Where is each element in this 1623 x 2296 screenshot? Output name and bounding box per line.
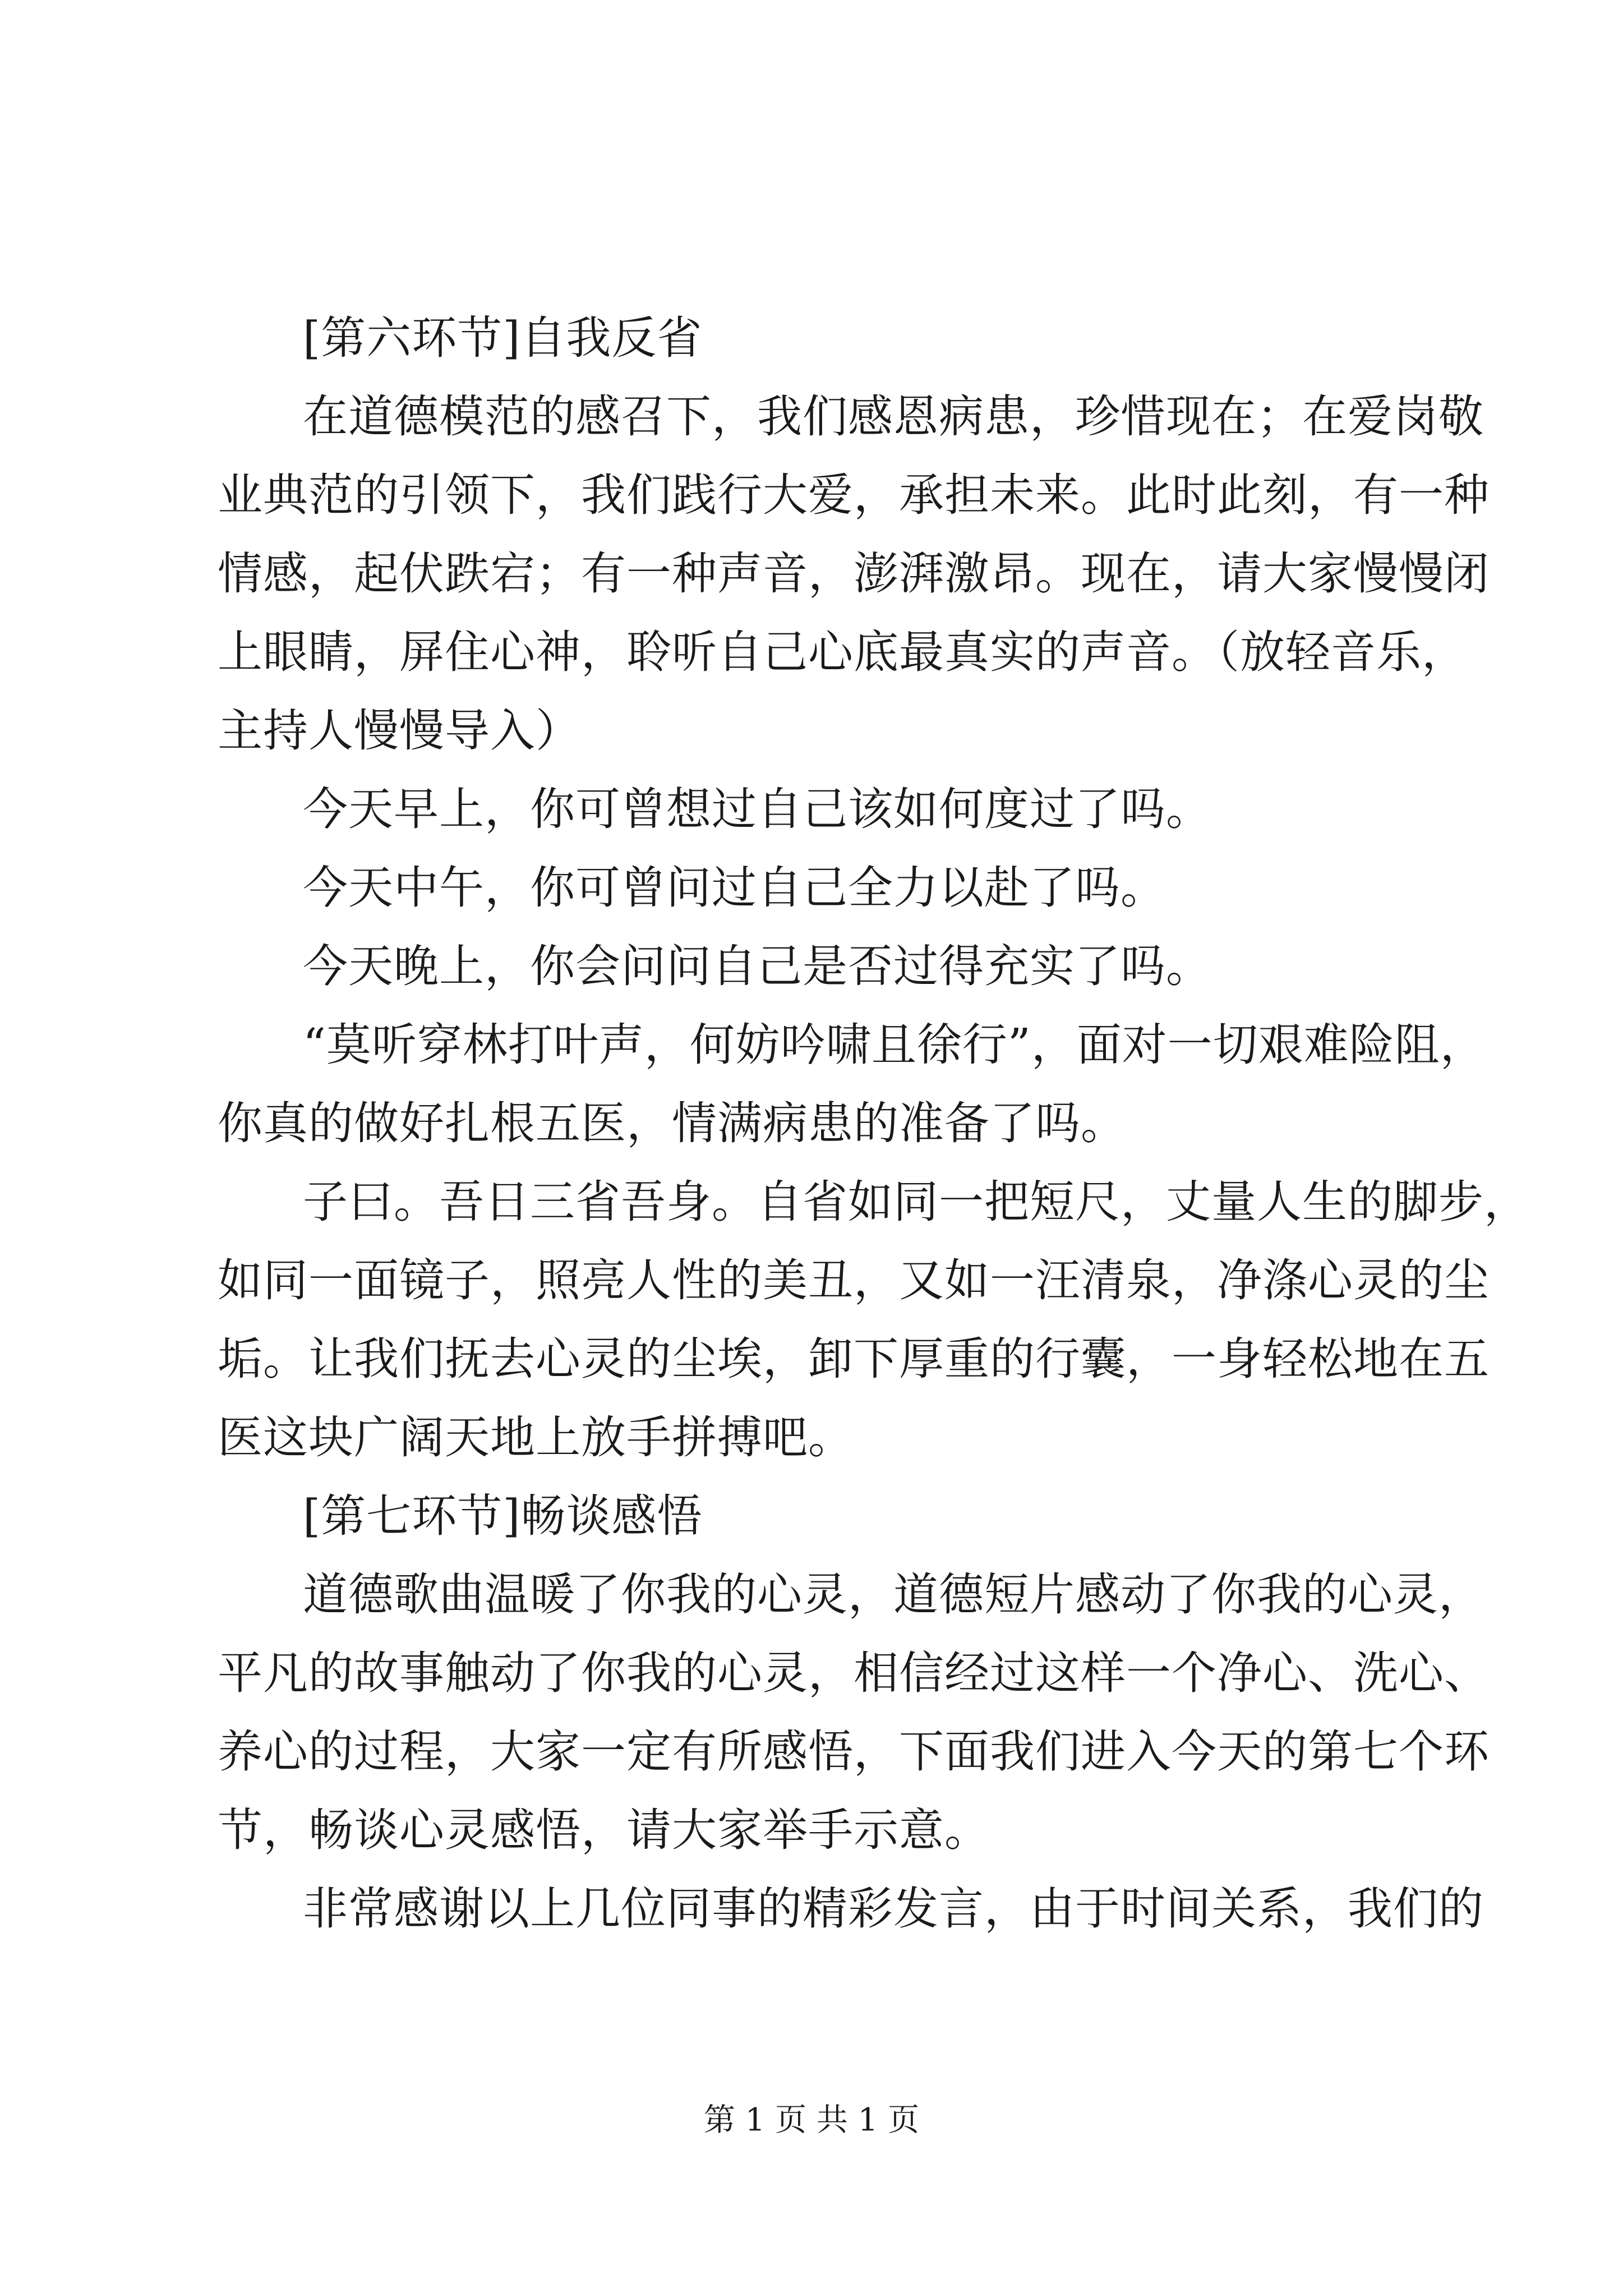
paragraph-line: “莫听穿林打叶声，何妨吟啸且徐行”，面对一切艰难险阻，	[303, 1019, 1486, 1071]
paragraph-line: 节，畅谈心灵感悟，请大家举手示意。	[218, 1804, 990, 1856]
paragraph-line: 平凡的故事触动了你我的心灵，相信经过这样一个净心、洗心、	[218, 1647, 1490, 1699]
paragraph-line: 你真的做好扎根五医，情满病患的准备了吗。	[218, 1097, 1126, 1149]
page-footer: 第 1 页 共 1 页	[703, 2102, 920, 2138]
paragraph-line: 在道德模范的感召下，我们感恩病患，珍惜现在；在爱岗敬	[303, 390, 1484, 443]
paragraph-line: 养心的过程，大家一定有所感悟，下面我们进入今天的第七个环	[218, 1726, 1490, 1778]
paragraph-line: 医这块广阔天地上放手拼搏吧。	[218, 1411, 854, 1464]
paragraph-line: 今天晚上，你会问问自己是否过得充实了吗。	[303, 940, 1211, 992]
paragraph-line: 如同一面镜子，照亮人性的美丑，又如一汪清泉，净涤心灵的尘	[218, 1254, 1490, 1306]
paragraph-line: 垢。让我们抚去心灵的尘埃，卸下厚重的行囊，一身轻松地在五	[218, 1333, 1490, 1385]
paragraph-line: 子曰。吾日三省吾身。自省如同一把短尺，丈量人生的脚步，	[303, 1176, 1529, 1228]
paragraph-line: 业典范的引领下，我们践行大爱，承担未来。此时此刻，有一种	[218, 469, 1490, 521]
paragraph-line: 今天中午，你可曾问过自己全力以赴了吗。	[303, 862, 1166, 914]
paragraph-line: 主持人慢慢导入）	[218, 705, 581, 757]
section-heading-6: [第六环节]自我反省	[303, 312, 703, 364]
section-heading-7: [第七环节]畅谈感悟	[303, 1490, 703, 1542]
paragraph-line: 上眼睛，屏住心神，聆听自己心底最真实的声音。（放轻音乐，	[218, 626, 1467, 678]
paragraph-line: 道德歌曲温暖了你我的心灵，道德短片感动了你我的心灵，	[303, 1568, 1484, 1621]
paragraph-line: 非常感谢以上几位同事的精彩发言，由于时间关系，我们的	[303, 1883, 1484, 1935]
paragraph-line: 情感，起伏跌宕；有一种声音，澎湃激昂。现在，请大家慢慢闭	[218, 547, 1490, 600]
paragraph-line: 今天早上，你可曾想过自己该如何度过了吗。	[303, 783, 1211, 835]
